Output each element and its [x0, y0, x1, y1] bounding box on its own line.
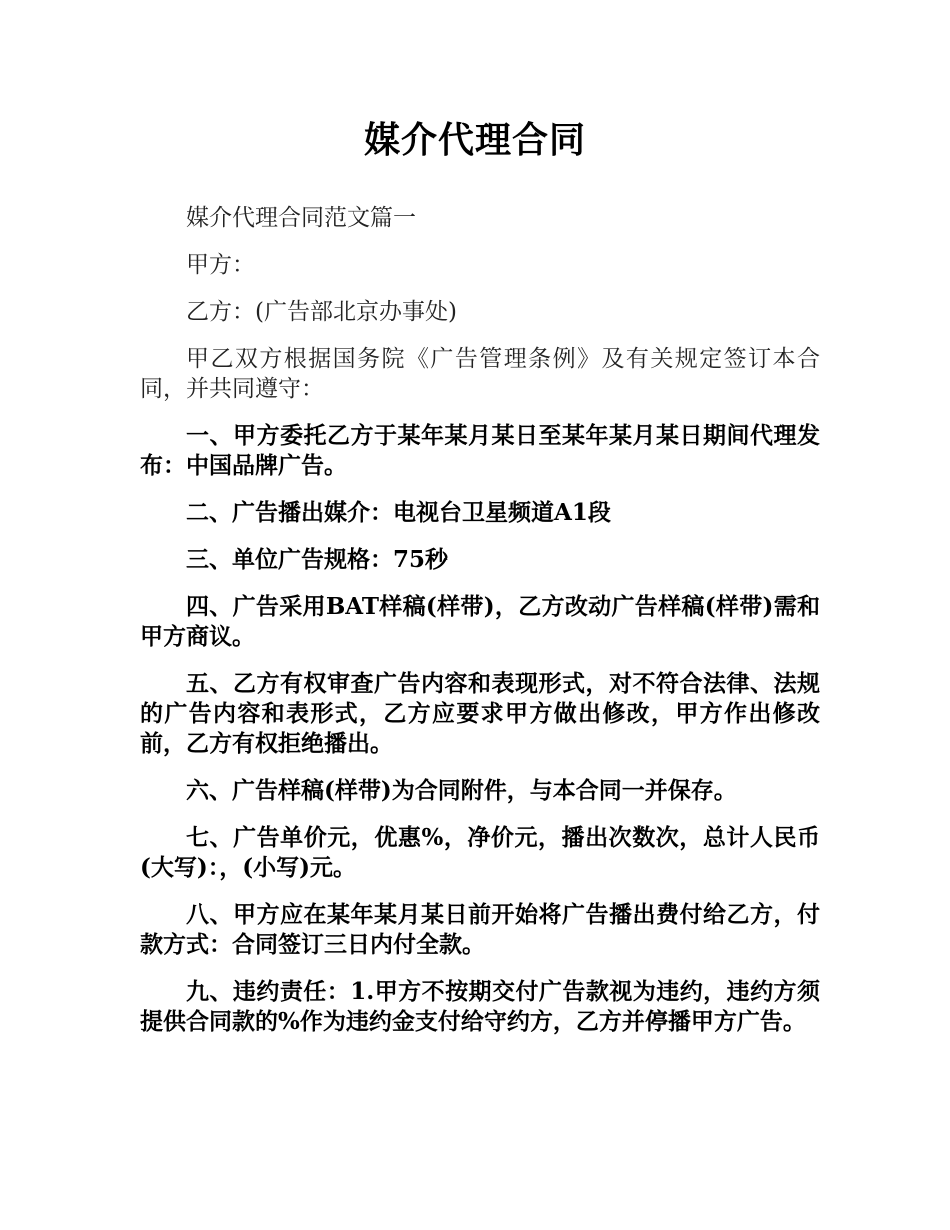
document-title: 媒介代理合同: [363, 120, 586, 161]
clause-7-paragraph: 七、广告单价元，优惠%，净价元，播出次数次，总计人民币(大写)：，(小写)元。: [140, 824, 820, 881]
preamble-paragraph: 甲乙双方根据国务院《广告管理条例》及有关规定签订本合同，并共同遵守：: [140, 346, 820, 402]
party-b-paragraph: 乙方：(广告部北京办事处): [186, 299, 457, 325]
clause-9-paragraph: 九、违约责任：1.甲方不按期交付广告款视为违约，违约方须提供合同款的%作为违约金支付给守约方，乙方并停播甲方广告。: [140, 978, 820, 1035]
document-body: [140, 203, 820, 1054]
clause-1-paragraph: 一、甲方委托乙方于某年某月某日至某年某月某日期间代理发布：中国品牌广告。: [140, 422, 820, 479]
party-a-paragraph: 甲方：: [186, 252, 255, 278]
clause-4-paragraph: 四、广告采用BAT样稿(样带)，乙方改动广告样稿(样带)需和甲方商议。: [140, 593, 820, 650]
subtitle-paragraph: 媒介代理合同范文篇一: [186, 205, 416, 231]
clause-6-paragraph: 六、广告样稿(样带)为合同附件，与本合同一并保存。: [186, 777, 737, 804]
clause-3-paragraph: 三、单位广告规格：75秒: [186, 546, 449, 573]
clause-5-paragraph: 五、乙方有权审查广告内容和表现形式，对不符合法律、法规的广告内容和表形式，乙方应要求甲方做出修改，甲方作出修改前，乙方有权拒绝播出。: [140, 670, 820, 757]
clause-8-paragraph: 八、甲方应在某年某月某日前开始将广告播出费付给乙方，付款方式：合同签订三日内付全款。: [140, 901, 820, 958]
clause-2-paragraph: 二、广告播出媒介：电视台卫星频道A1段: [186, 499, 611, 526]
